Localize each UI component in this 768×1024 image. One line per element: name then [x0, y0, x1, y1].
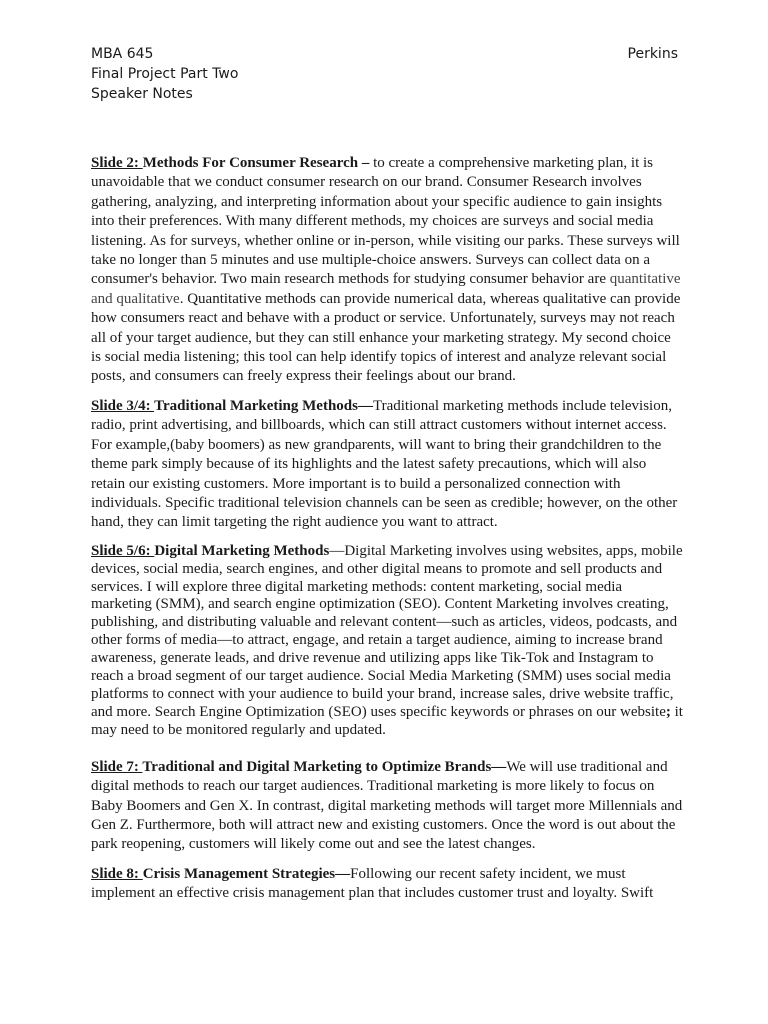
document-header — [91, 44, 678, 104]
slide-title: Crisis Management Strategies— — [142, 865, 351, 882]
slide-title: Methods For Consumer Research – — [142, 155, 370, 171]
slide-label: Slide 3/4: — [91, 397, 155, 414]
paragraph-text: We will use traditional and digital methods to reach our target audiences. Traditional marketing is more likely to focus on Baby Boomers and Gen X. In contrast, digital marketing methods will target more Millennials and Gen Z. Furthermore, both will attract new and existing customers. Once the word is out about the park reopening, customers will likely come out and see the latest changes. — [91, 758, 683, 853]
paragraph-slide-2 — [91, 154, 683, 387]
paragraph-text: to create a comprehensive marketing plan, it is unavoidable that we conduct consumer research on our brand. Consumer Research involves gathering, analyzing, and interpreting information about your specific audience to gain insights into their preferences. With many different methods, my choices are surveys and social media listening. As for surveys, whether online or in-person, while visiting our parks. These surveys will take no longer than 5 minutes and use multiple-choice answers. Surveys can collect data on a consumer's behavior. Two main research methods for studying consumer behavior are — [91, 155, 680, 288]
slide-title: Traditional and Digital Marketing to Optimize Brands— — [142, 758, 507, 775]
slide-label: Slide 5/6: — [91, 542, 155, 559]
author-name: Perkins — [627, 46, 678, 62]
slide-label: Slide 7: — [91, 758, 143, 775]
paragraph-text-highlight: quantitative and qualitative — [91, 271, 681, 307]
paragraph-slide-3-4 — [91, 397, 683, 533]
paragraph-text: —Digital Marketing involves using websites, apps, mobile devices, social media, search engines, and other digital means to promote and sell products and services. I will explore three digital marketing methods: content marketing, social media marketing (SMM), and search engine optimization (SEO). Content Marketing involves creating, publishing, and distributing valuable and relevant content—such as articles, videos, podcasts, and other forms of media—to attract, engage, and retain a target audience, aiming to increase brand awareness, generate leads, and drive revenue and utilizing apps like Tik-Tok and Instagram to reach a broad segment of our target audience. Social Media Marketing (SMM) uses social media platforms to connect with your audience to build your brand, increase sales, drive website traffic, and more. Search Engine Optimization (SEO) uses specific keywords or phrases on our website — [91, 542, 683, 720]
slide-label: Slide 8: — [91, 865, 143, 882]
paragraph-slide-7 — [91, 758, 683, 855]
slide-title: Traditional Marketing Methods— — [154, 397, 373, 414]
paragraph-slide-8 — [91, 865, 683, 904]
paragraph-slide-5-6 — [91, 543, 683, 740]
project-title: Final Project Part Two — [91, 66, 239, 82]
paragraph-text: Following our recent safety incident, we must implement an effective crisis management plan that includes customer trust and loyalty. Swift — [91, 865, 654, 902]
slide-title: Digital Marketing Methods — [154, 542, 330, 559]
document-subtitle: Speaker Notes — [91, 86, 193, 102]
course-code: MBA 645 — [91, 46, 154, 62]
paragraph-text: Traditional marketing methods include television, radio, print advertising, and billboards, which can still attract customers without internet access. For example,(baby boomers) as new grandparents, will want to bring their grandchildren to the theme park simply because of its highlights and the latest safety precautions, which will also retain our existing customers. More important is to build a personalized connection with individuals. Specific traditional television channels can be seen as credible; however, on the other hand, they can limit targeting the right audience you want to attract. — [91, 397, 678, 531]
paragraph-punctuation: ; — [665, 703, 671, 720]
paragraph-text: . Quantitative methods can provide numerical data, whereas qualitative can provide how consumers react and behave with a product or service. Unfortunately, surveys may not reach all of your target audience, but they can still enhance your marketing strategy. My second choice is social media listening; this tool can help identify topics of interest and analyze relevant social posts, and consumers can freely express their feelings about our brand. — [91, 290, 681, 385]
slide-label: Slide 2: — [91, 155, 143, 171]
speaker-notes-body — [91, 154, 683, 914]
paragraph-text: it may need to be monitored regularly and updated. — [91, 703, 683, 738]
